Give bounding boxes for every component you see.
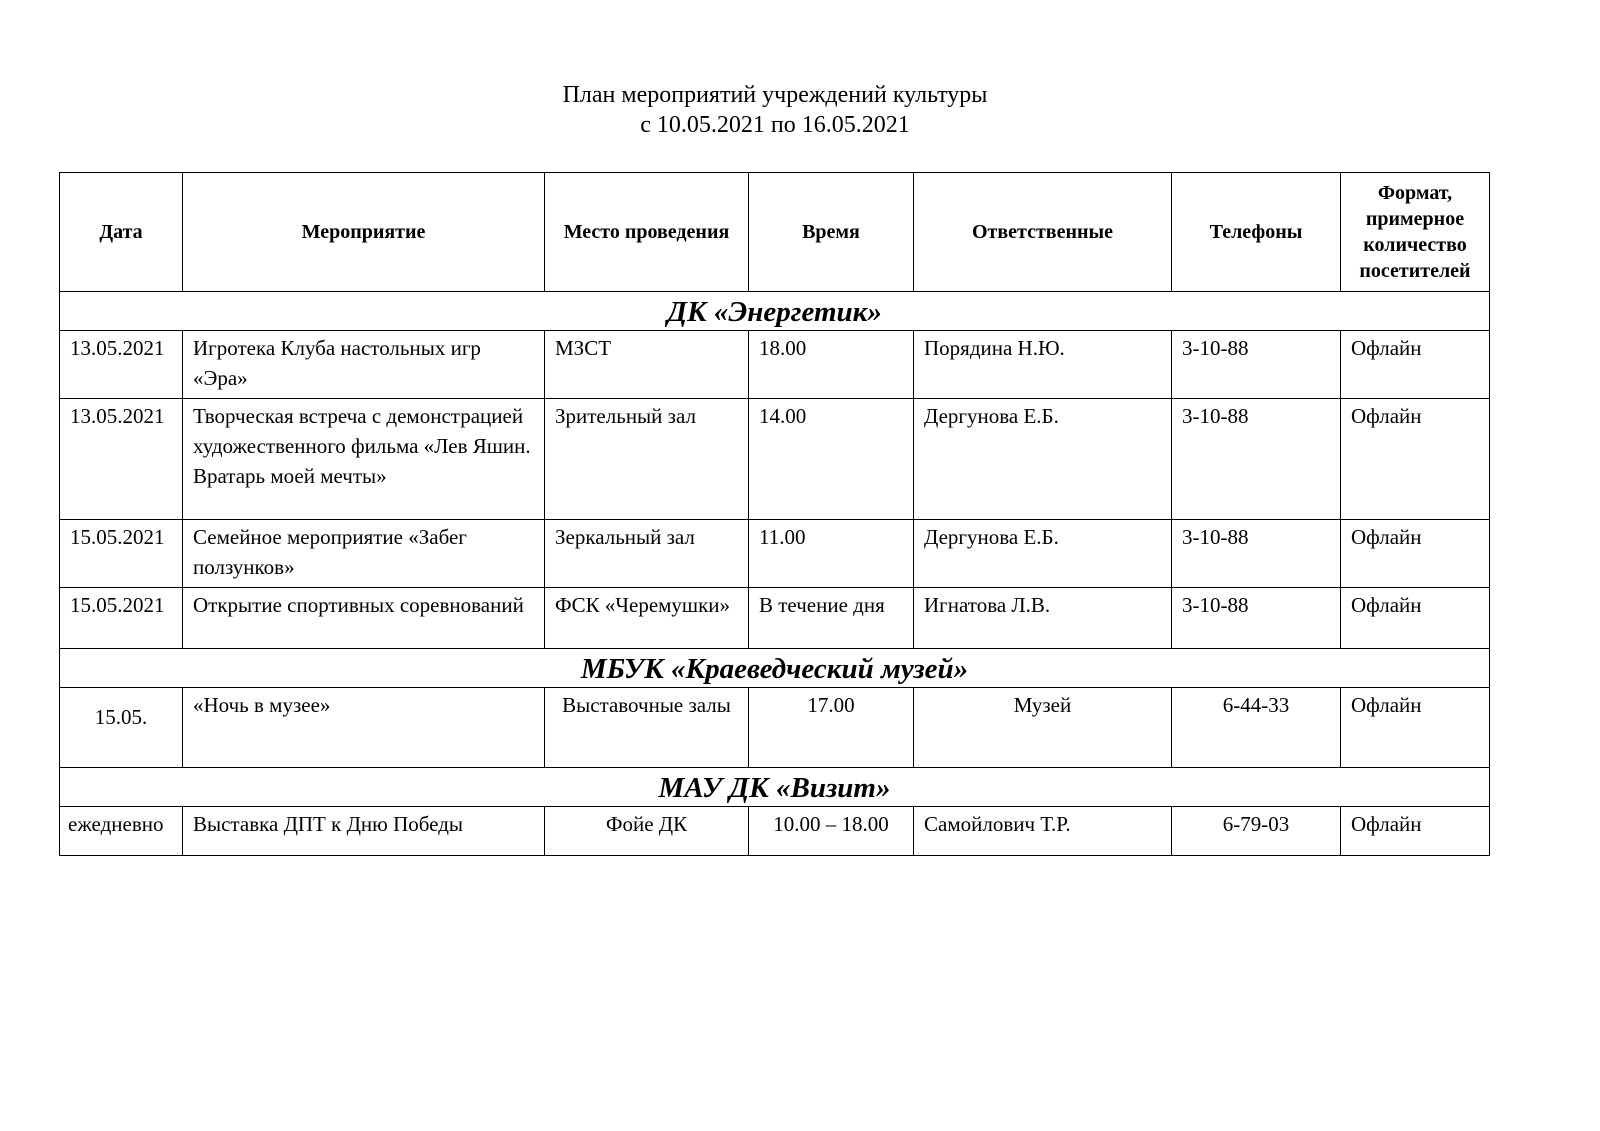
cell-format: Офлайн xyxy=(1341,588,1490,649)
cell-time: 18.00 xyxy=(749,331,914,399)
cell-time: 11.00 xyxy=(749,520,914,588)
section-title: МАУ ДК «Визит» xyxy=(60,768,1490,807)
cell-time: 17.00 xyxy=(749,688,914,768)
cell-place: Зрительный зал xyxy=(545,399,749,520)
cell-event: Открытие спортивных соревнований xyxy=(183,588,545,649)
cell-event: Выставка ДПТ к Дню Победы xyxy=(183,807,545,856)
table-row xyxy=(60,688,1490,768)
table-row xyxy=(60,331,1490,399)
cell-date: 13.05.2021 xyxy=(60,399,183,520)
header-row xyxy=(60,173,1490,292)
cell-format: Офлайн xyxy=(1341,399,1490,520)
section-row xyxy=(60,768,1490,807)
header-date: Дата xyxy=(60,173,183,292)
table-row xyxy=(60,588,1490,649)
cell-format: Офлайн xyxy=(1341,520,1490,588)
cell-responsible: Самойлович Т.Р. xyxy=(914,807,1172,856)
cell-responsible: Игнатова Л.В. xyxy=(914,588,1172,649)
events-table xyxy=(59,172,1490,856)
cell-responsible: Дергунова Е.Б. xyxy=(914,399,1172,520)
header-event: Мероприятие xyxy=(183,173,545,292)
table-row xyxy=(60,399,1490,520)
document-title xyxy=(0,80,1550,140)
cell-event: Семейное мероприятие «Забег ползунков» xyxy=(183,520,545,588)
header-responsible: Ответственные xyxy=(914,173,1172,292)
cell-phone: 3-10-88 xyxy=(1172,588,1341,649)
cell-event: «Ночь в музее» xyxy=(183,688,545,768)
cell-phone: 6-44-33 xyxy=(1172,688,1341,768)
cell-place: Фойе ДК xyxy=(545,807,749,856)
cell-format: Офлайн xyxy=(1341,331,1490,399)
cell-responsible: Порядина Н.Ю. xyxy=(914,331,1172,399)
table-row xyxy=(60,520,1490,588)
cell-event: Творческая встреча с демонстрацией художественного фильма «Лев Яшин. Вратарь моей мечты» xyxy=(183,399,545,520)
header-place: Место проведения xyxy=(545,173,749,292)
section-row xyxy=(60,292,1490,331)
cell-date: 15.05. xyxy=(60,688,183,768)
header-time: Время xyxy=(749,173,914,292)
cell-phone: 3-10-88 xyxy=(1172,331,1341,399)
cell-place: Выставочные залы xyxy=(545,688,749,768)
cell-time: 10.00 – 18.00 xyxy=(749,807,914,856)
cell-place: Зеркальный зал xyxy=(545,520,749,588)
cell-date: 13.05.2021 xyxy=(60,331,183,399)
header-phones: Телефоны xyxy=(1172,173,1341,292)
section-row xyxy=(60,649,1490,688)
cell-date: 15.05.2021 xyxy=(60,520,183,588)
cell-time: В течение дня xyxy=(749,588,914,649)
title-line-2: с 10.05.2021 по 16.05.2021 xyxy=(640,112,910,138)
cell-responsible: Музей xyxy=(914,688,1172,768)
cell-format: Офлайн xyxy=(1341,688,1490,768)
table-row xyxy=(60,807,1490,856)
cell-date: ежедневно xyxy=(60,807,183,856)
title-line-1: План мероприятий учреждений культуры xyxy=(562,82,988,108)
cell-time: 14.00 xyxy=(749,399,914,520)
cell-event: Игротека Клуба настольных игр «Эра» xyxy=(183,331,545,399)
cell-phone: 3-10-88 xyxy=(1172,399,1341,520)
cell-phone: 6-79-03 xyxy=(1172,807,1341,856)
section-title: МБУК «Краеведческий музей» xyxy=(60,649,1490,688)
cell-date: 15.05.2021 xyxy=(60,588,183,649)
section-title: ДК «Энергетик» xyxy=(60,292,1490,331)
cell-place: МЗСТ xyxy=(545,331,749,399)
cell-responsible: Дергунова Е.Б. xyxy=(914,520,1172,588)
cell-place: ФСК «Черемушки» xyxy=(545,588,749,649)
header-format: Формат, примерное количество посетителей xyxy=(1341,173,1490,292)
cell-phone: 3-10-88 xyxy=(1172,520,1341,588)
cell-format: Офлайн xyxy=(1341,807,1490,856)
